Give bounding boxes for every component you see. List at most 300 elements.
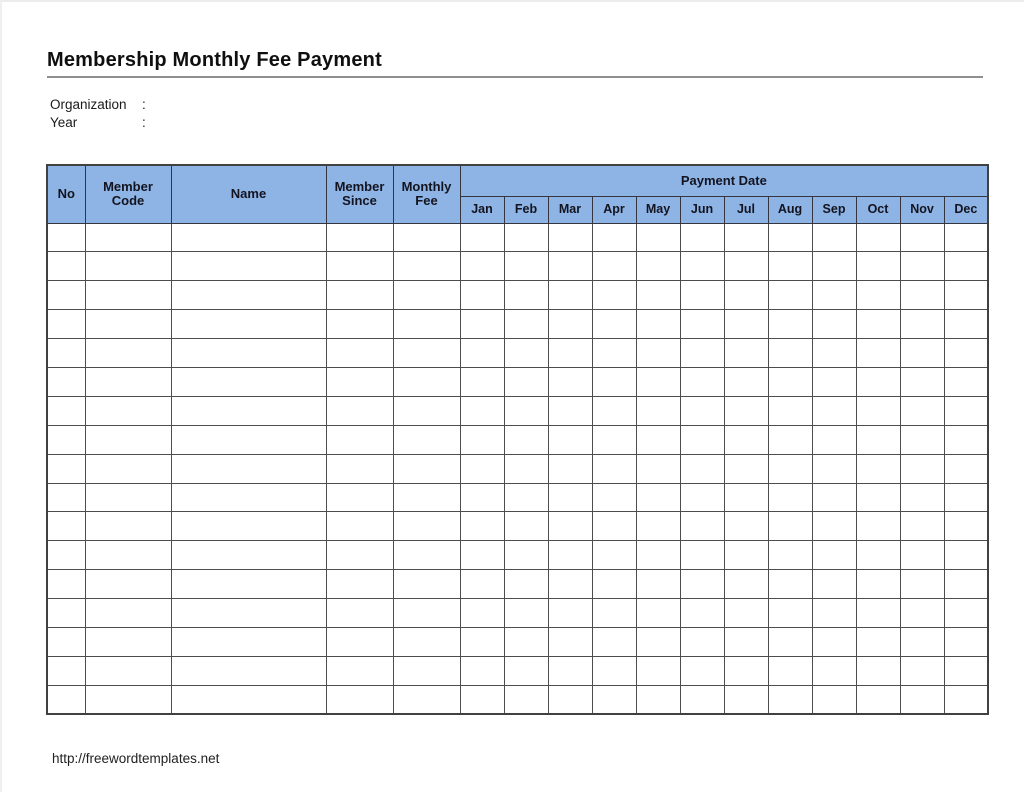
empty-cell: [944, 281, 988, 310]
empty-cell: [47, 541, 85, 570]
empty-cell: [460, 512, 504, 541]
empty-cell: [504, 281, 548, 310]
empty-cell: [812, 454, 856, 483]
empty-cell: [900, 541, 944, 570]
empty-cell: [460, 252, 504, 281]
empty-cell: [812, 223, 856, 252]
month-header-jan: Jan: [460, 196, 504, 223]
empty-cell: [592, 512, 636, 541]
empty-cell: [812, 367, 856, 396]
empty-cell: [724, 454, 768, 483]
empty-cell: [944, 252, 988, 281]
table-row: [47, 367, 988, 396]
title-underline: [47, 76, 983, 78]
table-row: [47, 281, 988, 310]
empty-cell: [460, 454, 504, 483]
empty-cell: [812, 570, 856, 599]
empty-cell: [680, 483, 724, 512]
empty-cell: [548, 483, 592, 512]
empty-cell: [592, 570, 636, 599]
empty-cell: [171, 541, 326, 570]
empty-cell: [636, 483, 680, 512]
empty-cell: [812, 541, 856, 570]
empty-cell: [85, 570, 171, 599]
empty-cell: [85, 310, 171, 339]
month-header-feb: Feb: [504, 196, 548, 223]
footer-url: http://freewordtemplates.net: [52, 751, 220, 766]
empty-cell: [504, 627, 548, 656]
empty-cell: [724, 339, 768, 368]
empty-cell: [680, 367, 724, 396]
empty-cell: [171, 599, 326, 628]
empty-cell: [460, 339, 504, 368]
empty-cell: [768, 339, 812, 368]
column-header-no: No: [47, 165, 85, 223]
empty-cell: [856, 599, 900, 628]
empty-cell: [504, 339, 548, 368]
column-header-member-code: Member Code: [85, 165, 171, 223]
empty-cell: [171, 454, 326, 483]
empty-cell: [900, 512, 944, 541]
empty-cell: [460, 367, 504, 396]
empty-cell: [393, 223, 460, 252]
empty-cell: [460, 627, 504, 656]
empty-cell: [592, 541, 636, 570]
empty-cell: [326, 252, 393, 281]
organization-label: Organization: [50, 97, 127, 112]
empty-cell: [812, 599, 856, 628]
empty-cell: [326, 656, 393, 685]
empty-cell: [47, 339, 85, 368]
empty-cell: [856, 627, 900, 656]
empty-cell: [724, 483, 768, 512]
empty-cell: [724, 367, 768, 396]
empty-cell: [393, 570, 460, 599]
empty-cell: [548, 252, 592, 281]
empty-cell: [900, 425, 944, 454]
empty-cell: [768, 252, 812, 281]
month-header-may: May: [636, 196, 680, 223]
empty-cell: [326, 310, 393, 339]
empty-cell: [856, 656, 900, 685]
empty-cell: [47, 223, 85, 252]
empty-cell: [680, 685, 724, 714]
empty-cell: [85, 252, 171, 281]
meta-block: [50, 96, 274, 131]
empty-cell: [326, 223, 393, 252]
empty-cell: [900, 483, 944, 512]
empty-cell: [592, 223, 636, 252]
empty-cell: [768, 656, 812, 685]
empty-cell: [856, 570, 900, 599]
empty-cell: [944, 310, 988, 339]
empty-cell: [812, 483, 856, 512]
empty-cell: [326, 454, 393, 483]
table-row: [47, 627, 988, 656]
empty-cell: [636, 656, 680, 685]
empty-cell: [393, 425, 460, 454]
empty-cell: [326, 570, 393, 599]
empty-cell: [326, 483, 393, 512]
empty-cell: [636, 685, 680, 714]
empty-cell: [680, 454, 724, 483]
empty-cell: [460, 396, 504, 425]
empty-cell: [460, 541, 504, 570]
empty-cell: [548, 685, 592, 714]
empty-cell: [47, 367, 85, 396]
empty-cell: [768, 570, 812, 599]
empty-cell: [636, 281, 680, 310]
empty-cell: [768, 367, 812, 396]
empty-cell: [724, 223, 768, 252]
empty-cell: [680, 541, 724, 570]
empty-cell: [900, 252, 944, 281]
empty-cell: [724, 281, 768, 310]
empty-cell: [636, 396, 680, 425]
empty-cell: [856, 367, 900, 396]
empty-cell: [85, 425, 171, 454]
empty-cell: [326, 367, 393, 396]
empty-cell: [636, 425, 680, 454]
empty-cell: [47, 396, 85, 425]
empty-cell: [592, 339, 636, 368]
empty-cell: [768, 425, 812, 454]
empty-cell: [548, 627, 592, 656]
empty-cell: [504, 454, 548, 483]
month-header-mar: Mar: [548, 196, 592, 223]
empty-cell: [900, 396, 944, 425]
empty-cell: [724, 685, 768, 714]
empty-cell: [47, 656, 85, 685]
empty-cell: [812, 627, 856, 656]
empty-cell: [592, 396, 636, 425]
empty-cell: [504, 483, 548, 512]
empty-cell: [326, 281, 393, 310]
empty-cell: [592, 599, 636, 628]
empty-cell: [393, 310, 460, 339]
empty-cell: [900, 656, 944, 685]
column-header-monthly-fee: Monthly Fee: [393, 165, 460, 223]
empty-cell: [393, 483, 460, 512]
empty-cell: [504, 252, 548, 281]
empty-cell: [944, 425, 988, 454]
empty-cell: [85, 512, 171, 541]
empty-cell: [724, 627, 768, 656]
month-header-jul: Jul: [724, 196, 768, 223]
year-label: Year: [50, 114, 78, 130]
empty-cell: [592, 454, 636, 483]
empty-cell: [393, 281, 460, 310]
empty-cell: [680, 252, 724, 281]
empty-cell: [636, 541, 680, 570]
empty-cell: [812, 512, 856, 541]
month-header-aug: Aug: [768, 196, 812, 223]
empty-cell: [460, 310, 504, 339]
empty-cell: [171, 396, 326, 425]
empty-cell: [680, 281, 724, 310]
empty-cell: [171, 512, 326, 541]
year-row: [50, 114, 274, 132]
empty-cell: [944, 367, 988, 396]
empty-cell: [326, 396, 393, 425]
empty-cell: [768, 512, 812, 541]
empty-cell: [171, 570, 326, 599]
empty-cell: [548, 570, 592, 599]
empty-cell: [900, 627, 944, 656]
empty-cell: [326, 339, 393, 368]
empty-cell: [548, 541, 592, 570]
empty-cell: [85, 396, 171, 425]
empty-cell: [812, 310, 856, 339]
empty-cell: [768, 281, 812, 310]
empty-cell: [460, 599, 504, 628]
empty-cell: [768, 454, 812, 483]
empty-cell: [460, 425, 504, 454]
empty-cell: [548, 281, 592, 310]
empty-cell: [85, 627, 171, 656]
empty-cell: [47, 425, 85, 454]
month-header-dec: Dec: [944, 196, 988, 223]
empty-cell: [85, 541, 171, 570]
header-row-groups: [47, 165, 988, 196]
empty-cell: [636, 512, 680, 541]
month-header-oct: Oct: [856, 196, 900, 223]
empty-cell: [393, 599, 460, 628]
empty-cell: [812, 396, 856, 425]
empty-cell: [812, 339, 856, 368]
empty-cell: [47, 281, 85, 310]
empty-cell: [393, 367, 460, 396]
empty-cell: [393, 396, 460, 425]
empty-cell: [724, 570, 768, 599]
empty-cell: [393, 656, 460, 685]
empty-cell: [504, 656, 548, 685]
empty-cell: [768, 223, 812, 252]
empty-cell: [900, 223, 944, 252]
empty-cell: [944, 512, 988, 541]
empty-cell: [171, 367, 326, 396]
empty-cell: [548, 223, 592, 252]
empty-cell: [548, 367, 592, 396]
empty-cell: [680, 570, 724, 599]
empty-cell: [812, 425, 856, 454]
empty-cell: [944, 656, 988, 685]
empty-cell: [812, 656, 856, 685]
empty-cell: [460, 570, 504, 599]
empty-cell: [944, 541, 988, 570]
empty-cell: [47, 627, 85, 656]
table-row: [47, 223, 988, 252]
empty-cell: [900, 685, 944, 714]
empty-cell: [326, 685, 393, 714]
empty-cell: [171, 425, 326, 454]
empty-cell: [768, 627, 812, 656]
empty-cell: [460, 656, 504, 685]
empty-cell: [47, 570, 85, 599]
empty-cell: [504, 541, 548, 570]
empty-cell: [85, 454, 171, 483]
month-header-jun: Jun: [680, 196, 724, 223]
membership-fee-table: [46, 164, 989, 715]
empty-cell: [944, 570, 988, 599]
empty-cell: [592, 367, 636, 396]
empty-cell: [326, 627, 393, 656]
empty-cell: [548, 425, 592, 454]
column-header-name: Name: [171, 165, 326, 223]
empty-cell: [812, 685, 856, 714]
organization-separator: :: [142, 97, 146, 112]
empty-cell: [680, 223, 724, 252]
empty-cell: [856, 281, 900, 310]
empty-cell: [171, 310, 326, 339]
empty-cell: [636, 252, 680, 281]
column-header-member-since: Member Since: [326, 165, 393, 223]
empty-cell: [856, 454, 900, 483]
empty-cell: [393, 339, 460, 368]
empty-cell: [856, 223, 900, 252]
empty-cell: [47, 512, 85, 541]
empty-cell: [460, 223, 504, 252]
empty-cell: [856, 425, 900, 454]
empty-cell: [171, 685, 326, 714]
table-row: [47, 656, 988, 685]
empty-cell: [326, 599, 393, 628]
empty-cell: [900, 339, 944, 368]
empty-cell: [504, 685, 548, 714]
empty-cell: [47, 599, 85, 628]
empty-cell: [548, 454, 592, 483]
empty-cell: [592, 310, 636, 339]
empty-cell: [768, 541, 812, 570]
empty-cell: [944, 339, 988, 368]
organization-row: [50, 96, 274, 114]
empty-cell: [636, 339, 680, 368]
empty-cell: [548, 512, 592, 541]
empty-cell: [944, 223, 988, 252]
empty-cell: [636, 454, 680, 483]
empty-cell: [900, 454, 944, 483]
year-separator: :: [142, 114, 146, 130]
empty-cell: [85, 483, 171, 512]
empty-cell: [548, 396, 592, 425]
empty-cell: [548, 656, 592, 685]
empty-cell: [724, 396, 768, 425]
empty-cell: [504, 425, 548, 454]
empty-cell: [856, 512, 900, 541]
empty-cell: [724, 512, 768, 541]
column-header-payment-date: Payment Date: [460, 165, 988, 196]
empty-cell: [900, 367, 944, 396]
empty-cell: [856, 339, 900, 368]
empty-cell: [856, 396, 900, 425]
empty-cell: [724, 656, 768, 685]
empty-cell: [592, 656, 636, 685]
empty-cell: [680, 339, 724, 368]
empty-cell: [900, 281, 944, 310]
empty-cell: [636, 627, 680, 656]
empty-cell: [724, 310, 768, 339]
empty-cell: [768, 599, 812, 628]
empty-cell: [680, 396, 724, 425]
empty-cell: [636, 367, 680, 396]
empty-cell: [944, 685, 988, 714]
month-header-nov: Nov: [900, 196, 944, 223]
empty-cell: [85, 281, 171, 310]
empty-cell: [47, 483, 85, 512]
empty-cell: [504, 570, 548, 599]
empty-cell: [636, 310, 680, 339]
empty-cell: [680, 627, 724, 656]
empty-cell: [900, 570, 944, 599]
empty-cell: [856, 310, 900, 339]
empty-cell: [592, 281, 636, 310]
empty-cell: [680, 425, 724, 454]
empty-cell: [504, 310, 548, 339]
empty-cell: [768, 483, 812, 512]
empty-cell: [900, 310, 944, 339]
empty-cell: [460, 685, 504, 714]
empty-cell: [636, 599, 680, 628]
empty-cell: [592, 425, 636, 454]
empty-cell: [171, 223, 326, 252]
empty-cell: [680, 599, 724, 628]
empty-cell: [592, 483, 636, 512]
table-row: [47, 339, 988, 368]
empty-cell: [548, 599, 592, 628]
empty-cell: [724, 425, 768, 454]
empty-cell: [47, 252, 85, 281]
table-body: [47, 223, 988, 714]
empty-cell: [393, 454, 460, 483]
empty-cell: [47, 454, 85, 483]
month-header-sep: Sep: [812, 196, 856, 223]
table-row: [47, 396, 988, 425]
empty-cell: [393, 685, 460, 714]
empty-cell: [171, 339, 326, 368]
empty-cell: [812, 252, 856, 281]
page-title: Membership Monthly Fee Payment: [47, 49, 382, 71]
empty-cell: [812, 281, 856, 310]
empty-cell: [724, 599, 768, 628]
empty-cell: [504, 599, 548, 628]
table-row: [47, 483, 988, 512]
empty-cell: [504, 512, 548, 541]
empty-cell: [768, 396, 812, 425]
empty-cell: [326, 541, 393, 570]
empty-cell: [768, 685, 812, 714]
month-header-apr: Apr: [592, 196, 636, 223]
empty-cell: [393, 512, 460, 541]
empty-cell: [944, 599, 988, 628]
table-row: [47, 541, 988, 570]
empty-cell: [85, 685, 171, 714]
empty-cell: [592, 685, 636, 714]
empty-cell: [85, 599, 171, 628]
empty-cell: [680, 656, 724, 685]
empty-cell: [47, 310, 85, 339]
table-row: [47, 512, 988, 541]
table-row: [47, 570, 988, 599]
empty-cell: [856, 252, 900, 281]
empty-cell: [592, 252, 636, 281]
empty-cell: [724, 252, 768, 281]
empty-cell: [636, 223, 680, 252]
empty-cell: [680, 512, 724, 541]
empty-cell: [900, 599, 944, 628]
empty-cell: [393, 627, 460, 656]
empty-cell: [680, 310, 724, 339]
empty-cell: [171, 483, 326, 512]
